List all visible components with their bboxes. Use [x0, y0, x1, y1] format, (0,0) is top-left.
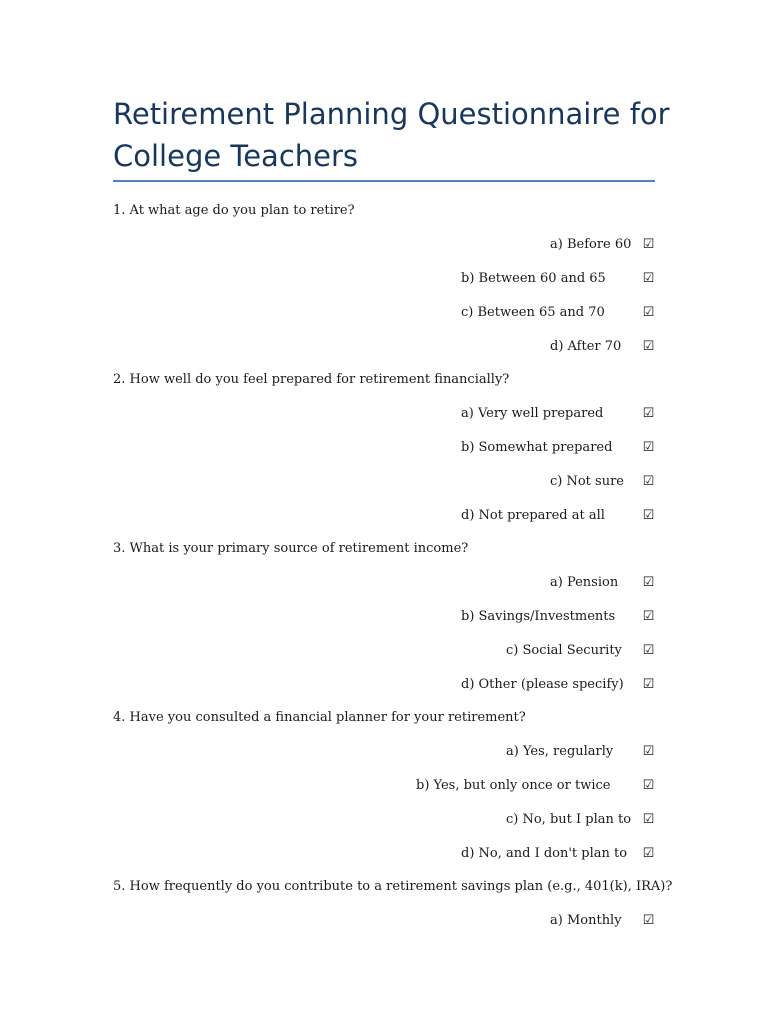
checkbox-checked-icon[interactable]: ☑	[642, 406, 655, 421]
option-label: a) Monthly	[550, 913, 622, 928]
option-label: c) Between 65 and 70	[461, 305, 605, 320]
checkbox-checked-icon[interactable]: ☑	[642, 575, 655, 590]
option-label: b) Between 60 and 65	[461, 271, 606, 286]
option-label: a) Pension	[550, 575, 619, 590]
checkbox-checked-icon[interactable]: ☑	[642, 508, 655, 523]
option-row	[113, 794, 658, 828]
option-row	[113, 591, 658, 625]
checkbox-checked-icon[interactable]: ☑	[642, 339, 655, 354]
option-row	[113, 726, 658, 760]
option-row	[113, 287, 658, 321]
question-text: 4. Have you consulted a financial planner for your retirement?	[113, 710, 526, 725]
option-label: b) Yes, but only once or twice	[416, 778, 611, 793]
title-divider	[113, 180, 655, 182]
option-row	[113, 760, 658, 794]
checkbox-checked-icon[interactable]: ☑	[642, 778, 655, 793]
checkbox-checked-icon[interactable]: ☑	[642, 237, 655, 252]
option-label: a) Very well prepared	[461, 406, 604, 421]
option-row	[113, 388, 658, 422]
checkbox-checked-icon[interactable]: ☑	[642, 677, 655, 692]
question-text: 3. What is your primary source of retirement income?	[113, 541, 469, 556]
question-block-4	[113, 709, 658, 862]
option-label: a) Before 60	[550, 237, 632, 252]
option-label: d) Other (please specify)	[461, 677, 624, 692]
option-row	[113, 321, 658, 355]
option-label: a) Yes, regularly	[506, 744, 614, 759]
option-row	[113, 253, 658, 287]
question-text: 2. How well do you feel prepared for retirement financially?	[113, 372, 510, 387]
option-label: c) Not sure	[550, 474, 624, 489]
checkbox-checked-icon[interactable]: ☑	[642, 271, 655, 286]
checkbox-checked-icon[interactable]: ☑	[642, 913, 655, 928]
question-block-3	[113, 540, 658, 693]
option-label: c) Social Security	[506, 643, 622, 658]
checkbox-checked-icon[interactable]: ☑	[642, 812, 655, 827]
option-row	[113, 895, 658, 929]
page-title: Retirement Planning Questionnaire for College Teachers	[113, 97, 670, 173]
option-label: d) After 70	[550, 339, 622, 354]
option-label: d) No, and I don't plan to	[461, 846, 628, 861]
question-text: 5. How frequently do you contribute to a retirement savings plan (e.g., 401(k), IRA)?	[113, 879, 673, 894]
option-row	[113, 219, 658, 253]
option-row	[113, 557, 658, 591]
checkbox-checked-icon[interactable]: ☑	[642, 305, 655, 320]
checkbox-checked-icon[interactable]: ☑	[642, 440, 655, 455]
question-block-1	[113, 202, 658, 355]
question-block-2	[113, 371, 658, 524]
option-label: c) No, but I plan to	[506, 812, 632, 827]
option-row	[113, 422, 658, 456]
option-row	[113, 659, 658, 693]
option-row	[113, 456, 658, 490]
option-row	[113, 625, 658, 659]
option-row	[113, 490, 658, 524]
option-label: d) Not prepared at all	[461, 508, 605, 523]
checkbox-checked-icon[interactable]: ☑	[642, 846, 655, 861]
checkbox-checked-icon[interactable]: ☑	[642, 744, 655, 759]
checkbox-checked-icon[interactable]: ☑	[642, 474, 655, 489]
question-text: 1. At what age do you plan to retire?	[113, 203, 355, 218]
option-row	[113, 828, 658, 862]
checkbox-checked-icon[interactable]: ☑	[642, 643, 655, 658]
question-block-5	[113, 878, 673, 929]
checkbox-checked-icon[interactable]: ☑	[642, 609, 655, 624]
option-label: b) Somewhat prepared	[461, 440, 613, 455]
option-label: b) Savings/Investments	[461, 609, 616, 624]
